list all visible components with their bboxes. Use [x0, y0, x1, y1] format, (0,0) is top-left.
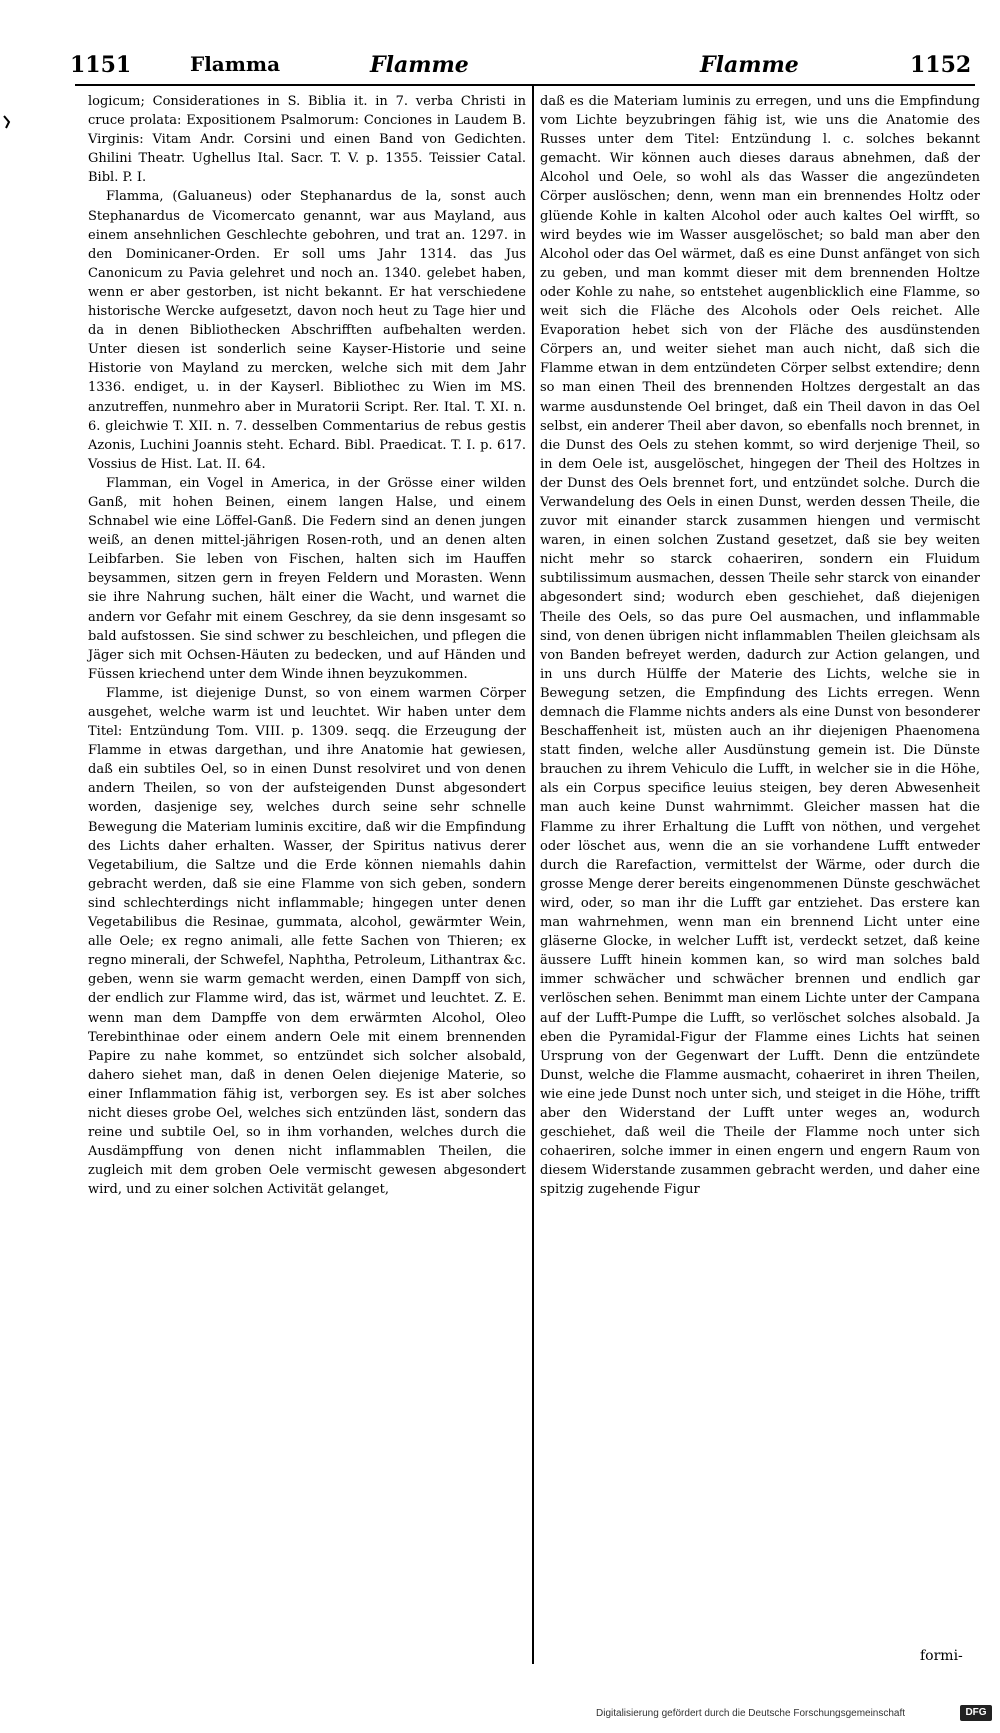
header-rule [75, 84, 975, 86]
entry-flamma-galuaneus: Flamma, (Galuaneus) oder Stephanardus de la, sonst auch Stephanardus de Vicomercato genannt, war aus Mayland, aus einem ansehnlichen Geschlechte gebohren, und trat an. 1297. in den Dominicaner-Orden. Er soll ums Jahr 1314. das Jus Canonicum zu Pavia gelehret und noch an. 1340. gelebet haben, wenn er aber gestorben, ist nicht bekannt. Er hat verschiedene historische Wercke aufgesetzt, davon noch heut zu Tage hier und da in denen Bibliothecken Abschrifften aufbehalten werden. Unter diesen ist sonderlich seine Kayser-Historie und seine Historie von Mayland zu mercken, welche sich mit dem Jahr 1336. endiget, u. in der Kayserl. Bibliothec zu Wien im MS. anzutreffen, nunmehro aber in Muratorii Script. Rer. Ital. T. XI. n. 6. gleichwie T. XII. n. 7. desselben Commentarius de rebus gestis Azonis, Luchini Joannis steht. Echard. Bibl. Praedicat. T. I. p. 617. Vossius de Hist. Lat. II. 64. [88, 189, 526, 472]
page-number-right: 1152 [910, 52, 972, 78]
digitization-credit: Digitalisierung gefördert durch die Deutsche Forschungsgemeinschaft [596, 1708, 906, 1719]
catchword: formi- [920, 1648, 963, 1664]
margin-mark [2, 114, 12, 128]
right-column [540, 92, 980, 1199]
left-column [88, 92, 526, 1199]
running-head-right-german: Flamme [700, 52, 799, 78]
running-head-left-german: Flamme [370, 52, 469, 78]
entry-flamme: Flamme, ist diejenige Dunst, so von einem warmen Cörper ausgehet, welche warm ist und leuchtet. Wir haben unter dem Titel: Entzündung Tom. VIII. p. 1309. seqq. die Erzeugung der Flamme in etwas dargethan, und ihre Anatomie hat gewiesen, daß ein subtiles Oel, so in einen Dunst resolviret und von denen andern Theilen, so von der aufsteigenden Dunst abgesondert worden, dasjenige sey, welches durch seine sehr schnelle Bewegung die Materiam luminis excitire, daß wir die Empfindung des Lichts daher erhalten. Wasser, der Spiritus nativus derer Vegetabilium, die Saltze und die Erde können niemahls dahin gebracht werden, daß sie eine Flamme von sich geben, sondern sind schlechterdings nicht inflammable; hingegen unter denen Vegetabilibus die Resinae, gummata, alcohol, gewärmter Wein, alle Oele; ex regno animali, alle fette Sachen von Thieren; ex regno minerali, der Schwefel, Naphtha, Petroleum, Lithantrax &c. geben, wenn sie warm gemacht werden, einen Dampff von sich, der endlich zur Flamme wird, das ist, wärmet und leuchtet. Z. E. wenn man dem Dampffe von dem erwärmten Alcohol, Oleo Terebinthinae oder einem andern Oele mit einem brennenden Papire zu nahe kommet, so entzündet sich solcher alsobald, dahero siehet man, daß in denen Oelen diejenige Materie, so einer Inflammation fähig ist, verborgen sey. Es ist aber solches nicht dieses grobe Oel, welches sich entzünden läst, sondern das reine und subtile Oel, so in ihm vorhanden, welches durch die Ausdämpffung von denen nicht inflammablen Theilen, die zugleich mit dem groben Oele vermischt gewesen abgesondert wird, und zu einer solchen Activität gelanget, [88, 685, 526, 1198]
running-head-left-latin: Flamma [190, 52, 281, 76]
dfg-logo: DFG [960, 1705, 992, 1721]
paragraph-continuation: logicum; Considerationes in S. Biblia it. in 7. verba Christi in cruce prolata: Expositionem Psalmorum: Conciones in Laudem B. Virginis: Vitam Andr. Corsini und einen Band von Gedichten. Ghilini Theatr. Ughellus Ital. Sacr. T. V. p. 1355. Teissier Catal. Bibl. P. I. [88, 94, 526, 186]
page-number-left: 1151 [70, 52, 132, 78]
entry-flamman: Flamman, ein Vogel in America, in der Grösse einer wilden Ganß, mit hohen Beinen, einem langen Halse, und einem Schnabel wie eine Löffel-Ganß. Die Federn sind an denen jungen weiß, an denen mittel-jährigen Rosen-roth, und an denen alten Leibfarben. Sie leben von Fischen, halten sich im Hauffen beysammen, sitzen gern in freyen Feldern und Morasten. Wenn sie ihre Nahrung suchen, hält einer die Wacht, und warnet die andern vor Gefahr mit einem Geschrey, da sie denn insgesamt so bald aufstossen. Sie sind schwer zu beschleichen, und pflegen die Jäger sich mit Ochsen-Häuten zu bedecken, und auf Händen und Füssen kriechend unter dem Winde ihnen beyzukommen. [88, 475, 526, 682]
running-header [60, 52, 972, 88]
entry-flamme-continued: daß es die Materiam luminis zu erregen, und uns die Empfindung vom Lichte beyzubringen fähig ist, wie uns die Anatomie des Russes unter dem Titel: Entzündung l. c. solches bekannt gemacht. Wir können auch dieses daraus abnehmen, daß der Alcohol und Oele, so wohl als das Wasser die angezündeten Cörper auslöschen; denn, wenn man ein brennendes Holtz oder glüende Kohle in kalten Alcohol oder auch kaltes Oel wirfft, so wird beydes wie im Wasser ausgelöschet; so bald man aber den Alcohol oder das Oel wärmet, daß es eine Dunst anfänget von sich zu geben, und man kommt dieser mit dem brennenden Holtze oder Kohle zu nahe, so entstehet augenblicklich eine Flamme, so weit sich die Fläche des Alcohols oder Oels reichet. Alle Evaporation hebet sich von der Fläche des ausdünstenden Cörpers an, und weiter siehet man auch nicht, daß sich die Flamme etwan in dem entzündeten Cörper selbst extendire; denn so man einen Theil des brennenden Holtzes dergestalt an das warme ausdunstende Oel bringet, daß ein Theil davon in das Oel selbst, ein anderer Theil aber davon, so ebenfalls noch brennet, in die Dunst des Oels zu stehen kommt, so wird derjenige Theil, so in dem Oele ist, ausgelöschet, hingegen der Theil des Holtzes in der Dunst des Oels brennet fort, und entzündet solche. Durch die Verwandelung des Oels in einen Dunst, werden dessen Theile, die zuvor mit einander starck zusammen hiengen und vermischt waren, in einen solchen Zustand gesetzet, daß sie bey weiten nicht mehr so starck cohaeriren, sondern ein Fluidum subtilissimum ausmachen, dessen Theile sehr starck von einander abgesondert sind; wodurch eben geschiehet, daß diejenigen Theile des Oels, so das pure Oel ausmachen, und inflammable sind, von denen übrigen nicht inflammablen Theilen gleichsam als von Banden befreyet werden, dadurch zur Action gelangen, und in uns durch Hülffe der Materie des Lichts, welche sie in Bewegung setzen, die Empfindung des Lichts erregen. Wenn demnach die Flamme nichts anders als eine Dunst von besonderer Beschaffenheit ist, müsten auch an ihr diejenigen Phaenomena statt finden, welche aller Ausdünstung gemein ist. Die Dünste brauchen zu ihrem Vehiculo die Lufft, in welcher sie in die Höhe, als ein Corpus specifice leuius steigen, bey deren Abwesenheit man auch keine Dunst wahrnimmt. Gleicher massen hat die Flamme zu ihrer Erhaltung die Lufft von nöthen, und vergehet oder löschet aus, wenn die an sie vorhandene Lufft entweder durch die Rarefaction, vermittelst der Wärme, oder durch die grosse Menge derer bereits eingenommenen Dünste geschwächet wird, oder, so man ihr die Lufft gar entziehet. Das erstere kan man wahrnehmen, wenn man ein brennend Licht unter eine gläserne Glocke, in welcher Lufft ist, verdeckt setzet, daß keine äussere Lufft hinein kommen kan, so wird man solches bald immer schwächer und schwächer brennen und endlich gar verlöschen sehen. Benimmt man einem Lichte unter der Campana auf der Lufft-Pumpe die Lufft, so verlöschet solches alsobald. Ja eben die Pyramidal-Figur der Flamme eines Lichts hat seinen Ursprung von der Gegenwart der Lufft. Denn die entzündete Dunst, welche die Flamme ausmacht, cohaeriret in ihren Theilen, wie eine jede Dunst noch unter sich, und steiget in die Höhe, trifft aber den Widerstand der Lufft unter weges an, wodurch geschiehet, daß weil die Theile der Flamme noch unter sich cohaeriren, solche immer in einen engern und engern Raum von diesem Widerstande zusammen gebracht werden, und daher eine spitzig zugehende Figur [540, 94, 980, 1198]
column-divider [532, 84, 534, 1664]
